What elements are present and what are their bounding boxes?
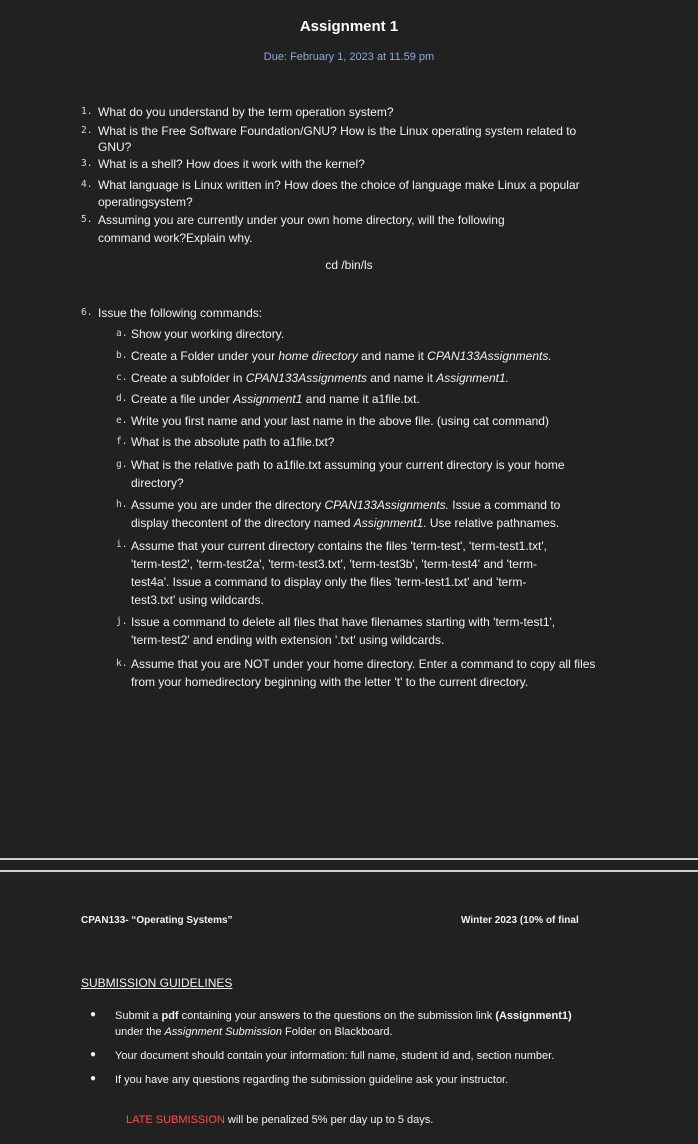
guideline-2: Your document should contain your information: full name, student id and, section number. (115, 1050, 555, 1062)
question-text: Assuming you are currently under your own home directory, will the following (98, 213, 505, 227)
subitem-letter: b. (116, 350, 128, 361)
question-number: 3. (81, 158, 93, 169)
due-date: Due: February 1, 2023 at 11.59 pm (263, 51, 435, 63)
page-title: Assignment 1 (299, 18, 399, 35)
footer-course: CPAN133- “Operating Systems” (81, 915, 233, 926)
subitem-letter: j. (116, 616, 128, 627)
subitem-letter: i. (116, 539, 128, 550)
question-text: What do you understand by the term operation system? (98, 105, 394, 119)
question-text: operatingsystem? (98, 195, 193, 209)
question-number: 2. (81, 125, 93, 136)
question-text: What is a shell? How does it work with the kernel? (98, 157, 365, 171)
guidelines-heading: SUBMISSION GUIDELINES (81, 976, 233, 990)
footer-term: Winter 2023 (10% of final (461, 915, 579, 926)
question-number: 6. (81, 307, 93, 318)
subitem-i: Assume that your current directory contains the files 'term-test', 'term-test1.txt', 'term-test2', 'term-test2a', 'term-test3.txt', 'term-test3b', 'term-test4' and 'term- test4a'. Issue a command to display only the files 'term-test1.txt' and 'term- test3.txt' using wildcards. (131, 539, 547, 607)
subitem-e: Write you first name and your last name in the above file. (using cat command) (131, 414, 549, 428)
page-separator (0, 858, 698, 860)
command-example: cd /bin/ls (325, 258, 373, 272)
late-notice: LATE SUBMISSION will be penalized 5% per day up to 5 days. (126, 1114, 434, 1126)
subitem-h: Assume you are under the directory CPAN133Assignments. Issue a command to display thecontent of the directory named Assignment1. Use relative pathnames. (131, 498, 561, 530)
subitem-letter: e. (116, 415, 128, 426)
subitem-a: Show your working directory. (131, 327, 285, 341)
subitem-j: Issue a command to delete all files that have filenames starting with 'term-test1', 'term-test2' and ending with extension '.txt' using wildcards. (131, 615, 556, 647)
question-text: GNU? (98, 140, 132, 154)
subitem-letter: g. (116, 459, 128, 470)
subitem-letter: d. (116, 393, 128, 404)
question-number: 1. (81, 106, 93, 117)
subitem-k: Assume that you are NOT under your home directory. Enter a command to copy all files from your homedirectory beginning with the letter 't' to the current directory. (131, 657, 596, 689)
subitem-letter: h. (116, 499, 128, 510)
question-text: Issue the following commands: (98, 306, 263, 320)
question-number: 4. (81, 179, 93, 190)
bullet-icon: ● (90, 1073, 97, 1084)
subitem-letter: a. (116, 328, 128, 339)
subitem-letter: f. (116, 436, 128, 447)
subitem-g: What is the relative path to a1file.txt assuming your current directory is your home directory? (131, 458, 565, 490)
subitem-b: Create a Folder under your home directory and name it CPAN133Assignments. (131, 349, 552, 363)
subitem-c: Create a subfolder in CPAN133Assignments and name it Assignment1. (131, 371, 509, 385)
bullet-icon: ● (90, 1009, 97, 1020)
question-text: What language is Linux written in? How does the choice of language make Linux a popular (98, 178, 580, 192)
subitem-f: What is the absolute path to a1file.txt? (131, 435, 335, 449)
guideline-1: Submit a pdf containing your answers to the questions on the submission link (Assignment1) under the Assignment Submission Folder on Blackboard. (115, 1010, 572, 1038)
subitem-letter: k. (116, 658, 128, 669)
guideline-3: If you have any questions regarding the submission guideline ask your instructor. (115, 1074, 509, 1086)
question-number: 5. (81, 214, 93, 225)
subitem-letter: c. (116, 372, 128, 383)
question-text: What is the Free Software Foundation/GNU? How is the Linux operating system related to (98, 124, 577, 138)
question-text: command work?Explain why. (98, 231, 253, 245)
subitem-d: Create a file under Assignment1 and name it a1file.txt. (131, 392, 420, 406)
page-separator (0, 870, 698, 872)
bullet-icon: ● (90, 1049, 97, 1060)
